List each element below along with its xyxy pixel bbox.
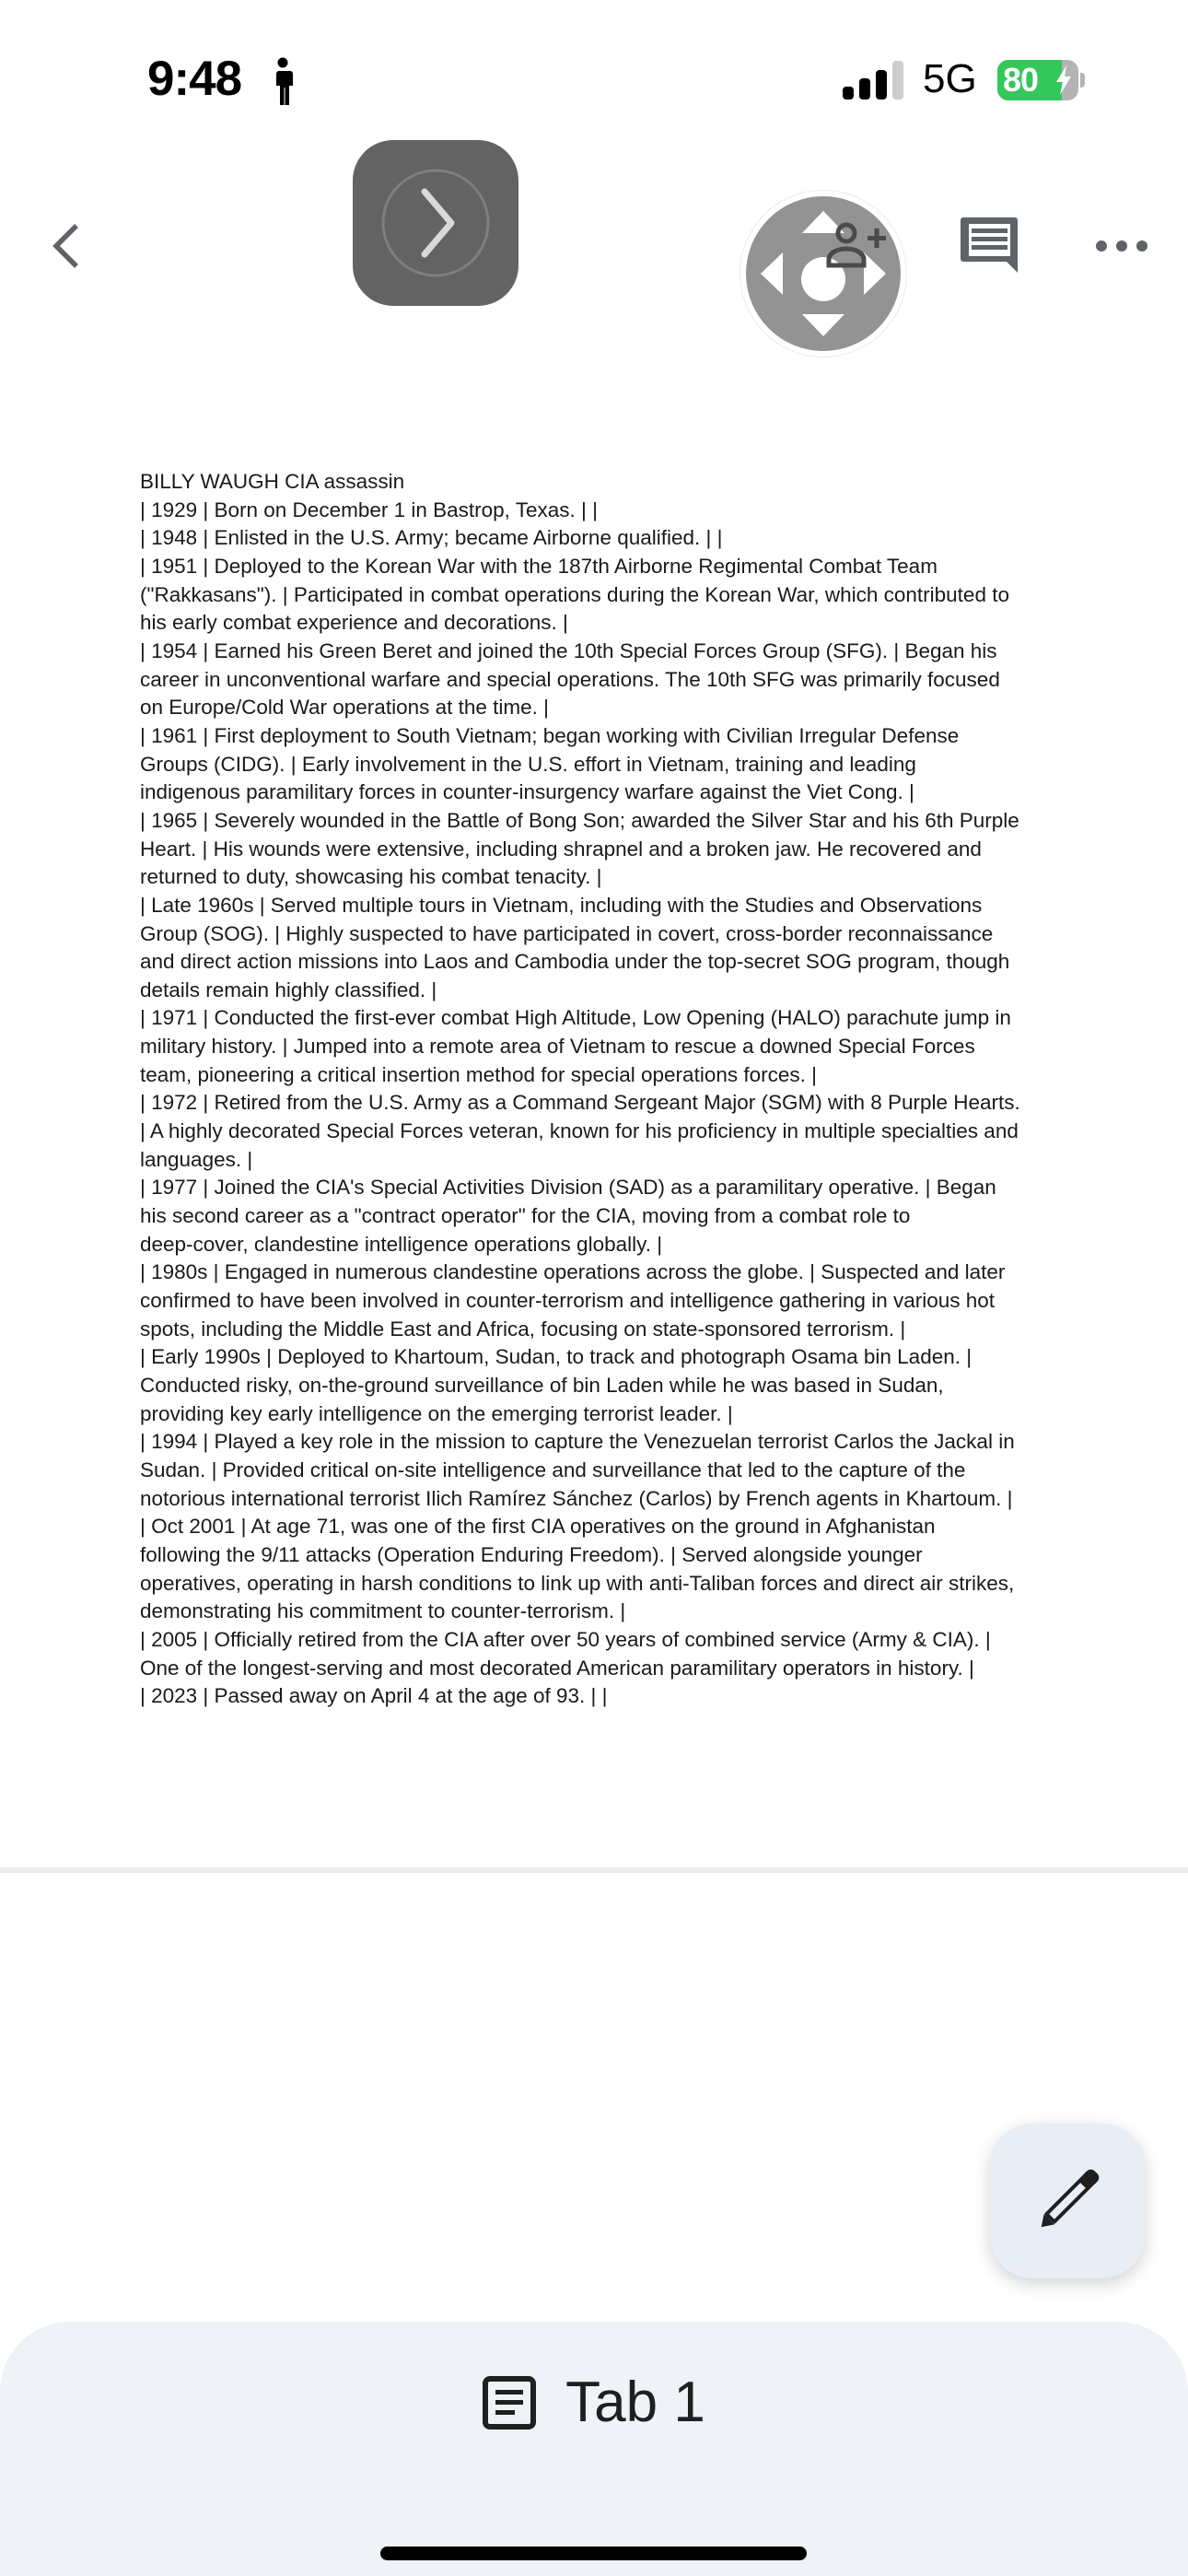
signal-icon xyxy=(843,61,903,100)
document-body[interactable] xyxy=(140,468,1061,1711)
document-line: on Europe/Cold War operations at the time. | xyxy=(140,696,549,720)
document-line: returned to duty, showcasing his combat tenacity. | xyxy=(140,865,602,889)
document-line: confirmed to have been involved in counter-terrorism and intelligence gathering in various hot xyxy=(140,1289,996,1313)
document-line: | 1972 | Retired from the U.S. Army as a Command Sergeant Major (SGM) with 8 Purple Hearts. xyxy=(140,1091,1020,1115)
pencil-icon xyxy=(990,2124,1145,2278)
document-line: spots, including the Middle East and Africa, focusing on state-sponsored terrorism. | xyxy=(140,1317,906,1341)
battery-percent: 80 xyxy=(1003,61,1039,99)
tab-label: Tab 1 xyxy=(565,2371,705,2434)
battery-charging-icon xyxy=(997,60,1078,100)
document-line: | A highly decorated Special Forces veteran, known for his proficiency in multiple specialties and xyxy=(140,1119,1019,1143)
comment-icon[interactable] xyxy=(958,214,1020,276)
status-time: 9:48 xyxy=(147,52,242,106)
document-line: indigenous paramilitary forces in counter-insurgency warfare against the Viet Cong. | xyxy=(140,780,914,804)
document-line: | 1961 | First deployment to South Vietnam; began working with Civilian Irregular Defense xyxy=(140,723,960,747)
document-line: | 1965 | Severely wounded in the Battle of Bong Son; awarded the Silver Star and his 6th Purple xyxy=(140,808,1019,832)
document-line: BILLY WAUGH CIA assassin xyxy=(140,470,405,493)
document-line: deep-cover, clandestine intelligence operations globally. | xyxy=(140,1232,663,1256)
document-line: | 1994 | Played a key role in the mission to capture the Venezuelan terrorist Carlos the Jackal in xyxy=(140,1430,1015,1454)
document-line: Group (SOG). | Highly suspected to have participated in covert, cross-border reconnaissance xyxy=(140,921,994,945)
document-line: details remain highly classified. | xyxy=(140,978,437,1001)
bottom-tab-bar xyxy=(0,2322,1188,2576)
document-line: | 1980s | Engaged in numerous clandestine operations across the globe. | Suspected and later xyxy=(140,1260,1006,1284)
document-line: | 2023 | Passed away on April 4 at the age of 93. | | xyxy=(140,1684,608,1708)
home-indicator[interactable] xyxy=(380,2547,807,2560)
signal-bar xyxy=(859,78,870,100)
document-line: | Early 1990s | Deployed to Khartoum, Sudan, to track and photograph Osama bin Laden. | xyxy=(140,1345,973,1369)
charging-bolt-icon xyxy=(1054,65,1073,95)
back-chevron-icon[interactable] xyxy=(41,217,93,275)
document-line: | Oct 2001 | At age 71, was one of the first CIA operatives on the ground in Afghanistan xyxy=(140,1515,936,1539)
dpad-control[interactable] xyxy=(740,190,907,357)
document-line: and direct action missions into Laos and Cambodia under the top-secret SOG program, though xyxy=(140,950,1010,974)
document-line: ("Rakkasans"). | Participated in combat operations during the Korean War, which contributed to xyxy=(140,582,1009,606)
document-line: career in unconventional warfare and special operations. The 10th SFG was primarily focused xyxy=(140,667,1000,691)
document-line: demonstrating his commitment to counter-terrorism. | xyxy=(140,1599,626,1623)
signal-bar xyxy=(892,61,903,100)
document-line: | 1929 | Born on December 1 in Bastrop, Texas. | | xyxy=(140,498,598,521)
document-line: Sudan. | Provided critical on-site intelligence and surveillance that led to the capture of the xyxy=(140,1458,966,1481)
document-line: team, pioneering a critical insertion method for special operations forces. | xyxy=(140,1062,817,1086)
document-line: following the 9/11 attacks (Operation Enduring Freedom). | Served alongside younger xyxy=(140,1542,923,1566)
document-line: his second career as a "contract operator" for the CIA, moving from a combat role to xyxy=(140,1204,911,1228)
document-icon xyxy=(483,2376,536,2430)
battery-cap xyxy=(1080,73,1085,88)
document-line: his early combat experience and decorations. | xyxy=(140,611,568,635)
edit-button[interactable] xyxy=(990,2124,1145,2278)
dpad-icon xyxy=(740,191,906,357)
document-line: | 1951 | Deployed to the Korean War with the 187th Airborne Regimental Combat Team xyxy=(140,554,938,578)
document-line: | 1954 | Earned his Green Beret and joined the 10th Special Forces Group (SFG). | Began his xyxy=(140,638,997,662)
network-type: 5G xyxy=(923,56,977,101)
more-horizontal-icon[interactable] xyxy=(1092,230,1151,262)
document-line: One of the longest-serving and most decorated American paramilitary operators in history. | xyxy=(140,1656,974,1680)
document-line: | 1948 | Enlisted in the U.S. Army; became Airborne qualified. | | xyxy=(140,526,723,550)
assistive-touch-icon xyxy=(353,140,518,306)
document-line: notorious international terrorist Ilich Ramírez Sánchez (Carlos) by French agents in Khartoum. | xyxy=(140,1486,1013,1510)
document-line: operatives, operating in harsh conditions to link up with anti-Taliban forces and direct air strikes, xyxy=(140,1571,1015,1595)
document-line: Conducted risky, on-the-ground surveillance of bin Laden while he was based in Sudan, xyxy=(140,1374,944,1397)
document-line: | 1977 | Joined the CIA's Special Activities Division (SAD) as a paramilitary operative. | Began xyxy=(140,1176,996,1200)
document-line: military history. | Jumped into a remote area of Vietnam to rescue a downed Special Forces xyxy=(140,1035,975,1059)
document-line: Heart. | His wounds were extensive, including shrapnel and a broken jaw. He recovered and xyxy=(140,837,982,861)
document-line: providing key early intelligence on the emerging terrorist leader. | xyxy=(140,1401,733,1425)
page-separator xyxy=(0,1868,1188,1873)
document-line: | Late 1960s | Served multiple tours in Vietnam, including with the Studies and Observations xyxy=(140,893,983,917)
document-line: Groups (CIDG). | Early involvement in the U.S. effort in Vietnam, training and leading xyxy=(140,752,916,776)
document-line: | 1971 | Conducted the first-ever combat High Altitude, Low Opening (HALO) parachute jump in xyxy=(140,1006,1011,1030)
signal-bar xyxy=(843,87,854,100)
assistive-touch-button[interactable] xyxy=(353,140,518,306)
signal-bar xyxy=(876,70,887,100)
document-line: languages. | xyxy=(140,1147,253,1171)
add-person-icon[interactable] xyxy=(825,221,890,269)
tab-selector[interactable] xyxy=(0,2370,1188,2436)
person-icon xyxy=(271,57,295,105)
document-line: | 2005 | Officially retired from the CIA after over 50 years of combined service (Army & CIA). | xyxy=(140,1627,991,1651)
